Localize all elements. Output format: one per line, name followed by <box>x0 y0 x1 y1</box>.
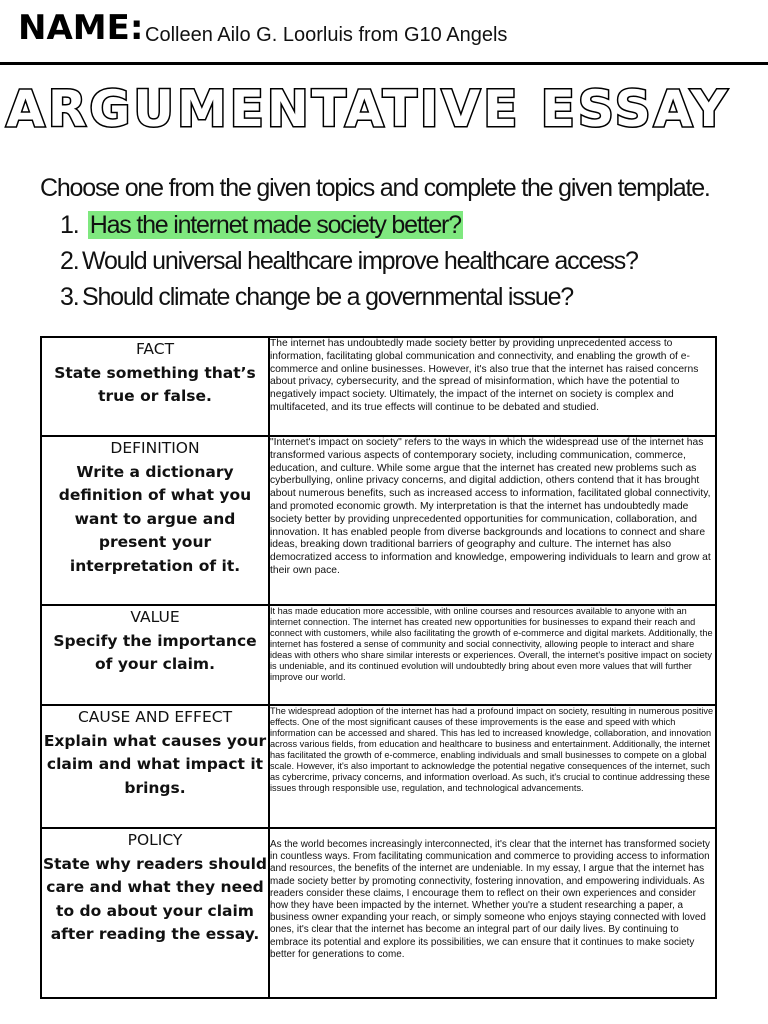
name-header <box>0 0 768 65</box>
value-prompt-cell <box>41 605 269 705</box>
table-row-cause-and-effect <box>41 705 716 828</box>
student-name: Colleen Ailo G. Loorluis from G10 Angels <box>145 24 508 46</box>
row-heading: FACT <box>135 340 175 358</box>
topic-item-3 <box>60 279 638 315</box>
row-prompt: State why readers should care and what they need to do about your claim after reading the essay. <box>42 854 268 943</box>
row-heading: CAUSE AND EFFECT <box>77 708 233 726</box>
row-prompt: Explain what causes your claim and what impact it brings. <box>43 731 267 797</box>
instructions-text: Choose one from the given topics and complete the given template. <box>40 174 710 202</box>
response-text: "Internet's impact on society" refers to the ways in which the widespread use of the internet has transformed various aspects of contemporary society, including communication, commerce, education, and culture. While some argue that the internet has created new problems such as cyberbullying, online privacy concerns, and digital addiction, others contend that it has brought about numerous benefits, such as increased access to information, facilitated global connectivity, and promoted economic growth. My interpretation is that the internet has undoubtedly made society better by providing unprecedented opportunities for communication, collaboration, and innovation. It has enabled people from diverse backgrounds and locations to connect and share ideas, breaking down traditional barriers of geography and culture. The internet has also democratized access to information and knowledge, empowering individuals to learn and grow at their own pace. <box>270 437 711 576</box>
row-prompt: Specify the importance of your claim. <box>53 631 257 673</box>
definition-response-cell <box>269 436 716 605</box>
response-text: As the world becomes increasingly interconnected, it's clear that the internet has transformed society in countless ways. From facilitating communication and commerce to providing access to information and resources, the benefits of the internet are undeniable. In my essay, I argue that the internet has made society better by promoting connectivity, fostering innovation, and empowering individuals. As readers consider these claims, I encourage them to reflect on their own experiences and consider how they have been impacted by the internet. Whether you're a student researching a paper, a business owner expanding your reach, or simply someone who enjoys staying connected with loved ones, it's clear that the internet has become an integral part of our daily lives. By continuing to embrace its potential and explore its possibilities, we can ensure that it continues to make society better for generations to come. <box>270 839 710 960</box>
table-row-value <box>41 605 716 705</box>
row-heading: DEFINITION <box>110 439 200 457</box>
name-label: NAME: <box>18 8 144 48</box>
fact-prompt-cell <box>41 337 269 436</box>
policy-prompt-cell <box>41 828 269 998</box>
definition-prompt-cell <box>41 436 269 605</box>
topic-text: Should climate change be a governmental issue? <box>82 283 573 311</box>
response-text: The internet has undoubtedly made society better by providing unprecedented access to information, facilitating global communication and connectivity, and enabling the growth of e-commerce and online businesses. However, it's also true that the internet has raised concerns about privacy, cybersecurity, and the spread of misinformation, which have the potential to negatively impact society. Ultimately, the impact of the internet on society is complex and multifaceted, and its true effects will continue to be debated and studied. <box>270 338 699 413</box>
topic-item-1 <box>60 207 638 243</box>
row-heading: POLICY <box>127 831 183 849</box>
table-row-definition <box>41 436 716 605</box>
response-text: It has made education more accessible, with online courses and resources available to anyone with an internet connection. The internet has created new opportunities for businesses to expand their reach and connect with customers, while also facilitating the growth of e-commerce and digital markets. Additionally, the internet has fostered a sense of community and social connectivity, allowing people to interact and share ideas with others who share similar interests or experiences. Overall, the internet's positive impact on society is undeniable, and its continued evolution will undoubtedly bring about even more values that will further improve our world. <box>270 606 713 682</box>
fact-response-cell <box>269 337 716 436</box>
policy-response-cell <box>269 828 716 998</box>
table-row-policy <box>41 828 716 998</box>
essay-template-table <box>40 336 717 999</box>
table-row-fact <box>41 337 716 436</box>
page-title: ARGUMENTATIVE ESSAY <box>6 80 730 138</box>
topic-number: 2. <box>60 247 79 275</box>
topic-number: 1. <box>60 211 79 239</box>
topic-list <box>60 207 638 315</box>
selected-topic-text: Has the internet made society better? <box>89 211 461 239</box>
topic-text: Would universal healthcare improve healthcare access? <box>82 247 638 275</box>
row-heading: VALUE <box>130 608 180 626</box>
value-response-cell <box>269 605 716 705</box>
row-prompt: State something that’s true or false. <box>54 363 256 405</box>
topic-item-2 <box>60 243 638 279</box>
response-text: The widespread adoption of the internet has had a profound impact on society, resulting in numerous positive effects. One of the most significant causes of these improvements is the ease and speed with which information can be accessed and shared. This has led to increased knowledge, collaboration, and innovation across various fields, from education and healthcare to business and entertainment. Additionally, the internet has facilitated the growth of e-commerce, enabling individuals and small businesses to compete on a global scale. However, it's also important to acknowledge the potential negative consequences of the internet, such as cybercrime, privacy concerns, and information overload. As such, it's crucial to continue addressing these issues through responsible use, regulation, and technological advancements. <box>270 706 714 793</box>
row-prompt: Write a dictionary definition of what you want to argue and present your interpretation of it. <box>58 462 252 575</box>
cause-effect-response-cell <box>269 705 716 828</box>
topic-number: 3. <box>60 283 79 311</box>
cause-effect-prompt-cell <box>41 705 269 828</box>
